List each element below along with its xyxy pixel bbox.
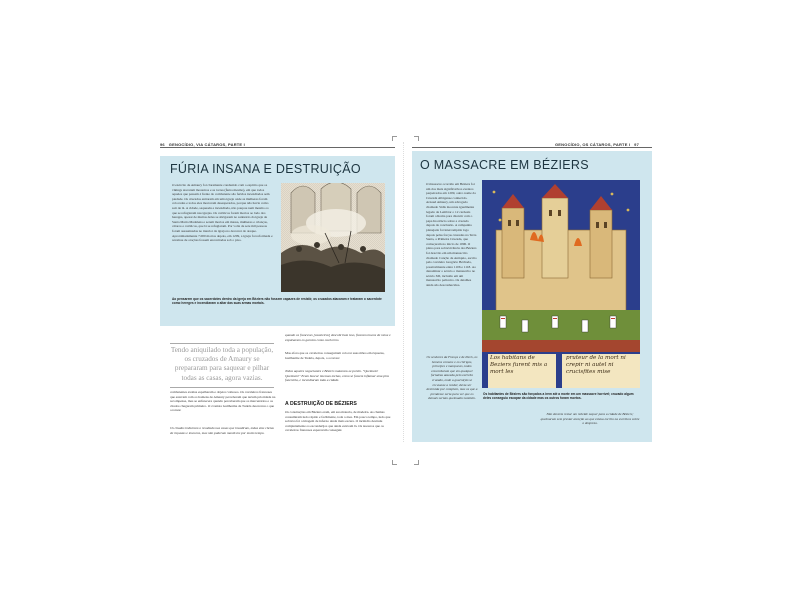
right-box-quote: Os senhores da França e de Paris, os homens comuns e os clérigos, príncipes e marqueses, todos concordaram que em qualquer fortaleza atacada pelo exército cruzado, onde a guarnição se recusasse a render, devia ser destruída por completo, mas os que a prendesse seria para ver que os demais seriam queimados também.: [426, 355, 478, 401]
pull-quote: Tendo aniquilado toda a população, os cruzados de Amaury se prepararam para saquear e pilhar todas as casas, agora vazias.: [170, 346, 274, 382]
left-box-caption: Ao pensarem que os sacerdotes dentro da igreja em Béziers não fossem capazes de resistir, os cruzados atacaram e trataram o sacerdote como hereges e incendiaram o altar das suas armas mortais.: [172, 297, 382, 306]
pull-quote-top-rule: [170, 343, 274, 344]
left-col2-quote-top: quando os franceses [cavaleiros] descobriram isso, ficaram loucos de raiva e expulsaram os garotos como cachorros.: [285, 333, 391, 342]
right-box-text: O massacre ocorrido em Béziers foi um dos mais significativos eventos perpetrados em 1209, outro nome da Cruzada Albigense conhecido. Arnaud Amaury, um advogado chamado Sidis inocente igualmente legado de Lembrar o 12 cardeais foram a Roma para discutir com o papa Inocêncio sobre a cruzada depois da conclusão. A campanha planejada foi interrompida logo depois pelas forças cruzadas na Terra Santa, a Primeira Cruzada, que começaram no início de 1096. O plano para sobrevivência dos Béziers foi descrito em um manuscrito chamado Canção de Antíquio, escrito pelo cavaleiro Gregório Béchada, possivelmente entre 1106 e 1118. Ao denominar o século o manuscrito no século XII, incluído em um manuscrito peliceiro. Os detalhes ainda são desconhecidos.: [426, 182, 477, 288]
right-box-title: O MASSACRE EM BÉZIERS: [420, 158, 589, 172]
page-gutter: [403, 142, 404, 442]
right-image-quote: Não deveria restar um rebelde sequer para a cidade de Béziers; queimaram sem prestar atenção ao que estava escrito na escritura sobre o desprezo.: [540, 412, 640, 426]
left-box-title: FÚRIA INSANA E DESTRUIÇÃO: [170, 162, 361, 176]
left-top-rule: [160, 147, 395, 148]
manuscript-scroll-right: pruteur de la mort ni crepir ni autel ni crucisfites mise: [566, 355, 626, 375]
right-page-number: 97: [634, 142, 639, 147]
manuscript-illustration: [482, 180, 640, 388]
crop-mark: [414, 136, 419, 141]
left-col1-quote: Os citados imbuíram o resultado nas casas que invadiram, todas elas cheias de riquezas e tesouros, mas não puderam mantê-los por muito tempo.: [170, 426, 274, 435]
left-col2-quote-b: Todos aqueles negociantes e Béziers mataram-se porém. "Queimem! Queimem!" Eram buscar imensas tochas, como se fossem inflamar uma pira funerária, e incendiaram toda a cidade.: [285, 369, 389, 383]
manuscript-scroll-left: Los habitans de Beziers furent mis a mort les: [490, 355, 548, 375]
left-box-text: O exército de Amaury foi claramente conduzido com o espírito que os vikings atacaram mosteiros e as torres (Íerna mesmo), em que todos aqueles que passam à frente do combatente são feridos incendiados sem piedade. Os cruzados entraram em uma igreja onde as mulheres foram colocadas e todos eles morreram desesperados, porque não havia como sair de lá. A cidade, saqueada e incendiada, não poupou nem mesmo os que se refugiaram nas igrejas. Os católicos foram mortos ao lado dos hereges, apesar de muitos deles se abrigarem no santuário da igreja de Santa Maria Madalena e serem mortos em massa, mulheres e crianças, cátaros e católicos, que lá se refugiaram. Por volta de sete mil pessoas foram assassinadas no interior da igreja no decorrer do ataque. Aproximadamente 7.000 mortos depois, em 1209, a igreja foi reformada e retomou de orações fossem encontradas sob o piso.: [172, 183, 273, 243]
crop-mark: [392, 460, 397, 465]
right-top-rule: [412, 147, 652, 148]
left-col2-text-c: Os construções em Béziers eram, em sua maioria, de madeira. As chamas consumiram tudo rápido e facilmente, toda a área. Em pouco tempo, tudo que sobrava foi a imagem de inferno ainda mais escura. O incêndio destruiu completamente os esconderijos que ainda estavam lá. Os tesouros que os cavaleiros franceses esperavam conseguir.: [285, 410, 391, 433]
left-page-number: 96: [160, 142, 165, 147]
right-image-caption: Os habitantes de Béziers são forçados a irem até a morte em um massacre horrível; cruzado algum deles conseguiu escapar da cidade mas os outros foram mortos.: [483, 392, 634, 401]
pull-quote-bottom-rule: [170, 387, 274, 388]
left-col1-text: combatentes exaltas espalharam e objetos valiosos. Os cavaleiros franceses que estavam com os homens de Amaury perceberam que teriam prioridade na recompensa, mas se enfurecera quando perceberam que os mercenários e os citados chegaram primeiro. O cronista Guilherme de Tudela descreveu o que ocorreu:: [170, 390, 276, 413]
crop-mark: [414, 460, 419, 465]
engraving-illustration: [281, 183, 385, 292]
left-subhead: A DESTRUIÇÃO DE BÉZIERS: [285, 401, 357, 407]
right-running-head-text: GENOCÍDIO, OS CÁTAROS, PARTE I: [555, 142, 631, 147]
crop-mark: [392, 136, 397, 141]
left-running-head-text: GENOCÍDIO, VIA CÁTAROS, PARTE I: [168, 142, 245, 147]
left-col2-text-a: Mas afora que os cavaleiros conseguiram colocar suas mãos em riquezas, Guilherme de Tudela, depois, o ocorreu:: [285, 351, 385, 360]
